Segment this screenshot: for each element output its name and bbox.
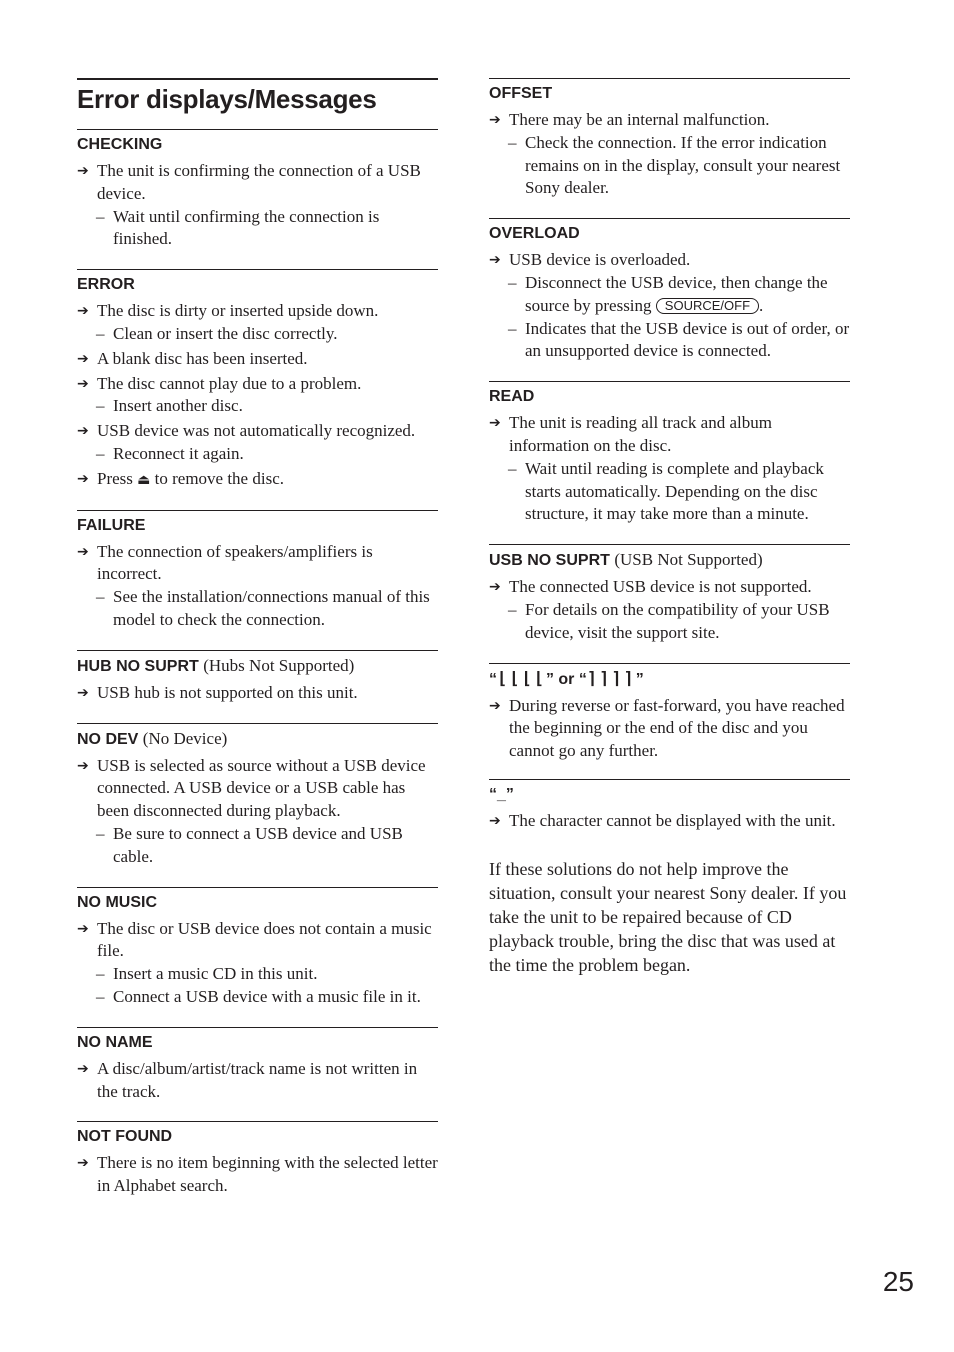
message-group	[77, 541, 438, 632]
section-title	[489, 549, 850, 572]
arrow-icon: ➔	[77, 423, 89, 440]
message-group	[77, 682, 438, 705]
message-item	[77, 541, 438, 587]
arrow-icon: ➔	[77, 350, 89, 367]
arrow-icon: ➔	[489, 112, 501, 128]
remedy-item	[489, 458, 850, 526]
arrow-icon: ➔	[77, 543, 89, 560]
message-item	[77, 755, 438, 823]
section-name: “_”	[489, 785, 514, 803]
item-text: USB device was not automatically recognized.	[97, 421, 416, 441]
item-text: During reverse or fast-forward, you have reached the beginning or the end of the disc and you cannot go any further.	[509, 695, 845, 761]
item-text: USB hub is not supported on this unit.	[97, 682, 358, 702]
section-title	[77, 134, 438, 156]
remedy-text: Wait until confirming the connection is finished.	[113, 206, 380, 249]
message-item	[77, 682, 438, 705]
section-usb-no-suprt	[489, 544, 850, 662]
message-item	[489, 695, 850, 763]
section-name: OVERLOAD	[489, 225, 580, 243]
item-text: Press	[97, 468, 138, 488]
close-quote: ”	[635, 670, 644, 688]
arrow-icon: ➔	[77, 303, 89, 320]
arrow-icon: ➔	[77, 684, 89, 701]
section-read	[489, 381, 850, 544]
section-title	[489, 784, 850, 806]
section-title	[77, 274, 438, 296]
arrow-icon: ➔	[77, 163, 89, 179]
section-title	[489, 668, 850, 691]
dash-mark: –	[508, 132, 517, 152]
item-text: A disc/album/artist/track name is not written in the track.	[97, 1058, 418, 1101]
section-name: OFFSET	[489, 85, 553, 102]
remedy-item	[77, 323, 438, 346]
page-title: Error displays/Messages	[77, 78, 438, 129]
message-group	[77, 755, 438, 869]
arrow-icon: ➔	[77, 1060, 89, 1077]
remedy-item	[77, 963, 438, 986]
open-quote: “	[489, 670, 497, 688]
section-name: NO DEV	[77, 730, 139, 748]
message-item	[77, 420, 438, 443]
message-item	[77, 1058, 438, 1104]
section-name: ERROR	[77, 276, 135, 294]
dash-mark: –	[96, 323, 105, 343]
section-title	[77, 1126, 438, 1148]
section-subtitle: (USB Not Supported)	[614, 550, 763, 570]
section-title	[77, 655, 438, 678]
remedy-text: Insert another disc.	[113, 396, 243, 416]
closing-paragraph: If these solutions do not help improve the situation, consult your nearest Sony dealer. If you take the unit to be repaired because of CD playback trouble, bring the disc that was used at the time the problem began.	[489, 858, 847, 975]
dash-mark: –	[96, 587, 105, 607]
left-column	[77, 78, 438, 1216]
section-error	[77, 269, 438, 509]
remedy-item	[77, 443, 438, 466]
remedy-text: Clean or insert the disc correctly.	[113, 323, 338, 343]
message-group	[77, 420, 438, 466]
arrow-icon: ➔	[489, 579, 501, 596]
arrow-icon: ➔	[489, 415, 501, 432]
section-subtitle: (No Device)	[142, 728, 228, 748]
item-text: There may be an internal malfunction.	[509, 110, 770, 129]
section-title	[77, 1032, 438, 1054]
source-off-button-icon: SOURCE/OFF	[656, 298, 759, 314]
message-item	[489, 249, 850, 272]
section-failure	[77, 510, 438, 650]
item-text: A blank disc has been inserted.	[97, 348, 308, 368]
item-text: The connection of speakers/amplifiers is incorrect.	[97, 541, 373, 584]
open-quote: “	[578, 670, 587, 688]
message-group	[77, 373, 438, 419]
arrow-icon: ➔	[77, 757, 89, 774]
item-text: The connected USB device is not supported.	[509, 577, 812, 597]
arrow-icon: ➔	[77, 1155, 89, 1172]
remedy-item	[77, 823, 438, 869]
message-item	[77, 300, 438, 323]
segment-glyph-high: ⌉⌉⌉⌉	[586, 668, 636, 689]
section-name: NO NAME	[77, 1033, 153, 1051]
item-text: to remove the disc.	[150, 468, 284, 488]
item-text: USB is selected as source without a USB device connected. A USB device or a USB cable has been disconnected during playback.	[97, 755, 426, 821]
remedy-text: Insert a music CD in this unit.	[113, 964, 318, 984]
remedy-text: Connect a USB device with a music file in it.	[113, 986, 421, 1006]
item-text: There is no item beginning with the selected letter in Alphabet search.	[97, 1153, 438, 1196]
item-text: The disc is dirty or inserted upside down.	[97, 301, 379, 321]
section-offset	[489, 78, 850, 218]
remedy-item	[77, 986, 438, 1009]
remedy-item	[489, 318, 850, 364]
section-no-name	[77, 1027, 438, 1122]
message-group	[489, 576, 850, 644]
arrow-icon: ➔	[77, 375, 89, 392]
close-quote: ”	[545, 670, 554, 688]
section-not-found	[77, 1121, 438, 1216]
section-name: HUB NO SUPRT	[77, 657, 199, 675]
dash-mark: –	[96, 964, 105, 984]
item-text: The disc cannot play due to a problem.	[97, 373, 362, 393]
remedy-text: Disconnect the USB device, then change the source by pressing	[525, 272, 828, 315]
remedy-text: Wait until reading is complete and playback starts automatically. Depending on the disc structure, it may take more than a minute.	[525, 458, 824, 524]
message-item	[77, 373, 438, 396]
remedy-text: Reconnect it again.	[113, 443, 244, 463]
section-name: USB NO SUPRT	[489, 552, 610, 570]
remedy-item	[489, 272, 850, 318]
dash-mark: –	[96, 396, 105, 416]
item-text: The disc or USB device does not contain a music file.	[97, 918, 432, 961]
message-group	[77, 1152, 438, 1198]
item-text: The unit is confirming the connection of a USB device.	[97, 161, 421, 203]
remedy-text: Check the connection. If the error indication remains on in the display, consult your nearest Sony dealer.	[525, 132, 841, 198]
section-title	[489, 386, 850, 408]
section-name: NO MUSIC	[77, 893, 157, 911]
or-text: or	[553, 670, 579, 688]
section-underscore	[489, 779, 850, 849]
message-item	[77, 160, 438, 206]
message-item	[489, 810, 850, 833]
right-sections	[489, 78, 850, 663]
dash-mark: –	[508, 599, 517, 619]
section-title	[77, 728, 438, 751]
remedy-item	[77, 206, 438, 252]
message-group	[77, 918, 438, 1009]
message-group	[77, 348, 438, 371]
remedy-text: For details on the compatibility of your USB device, visit the support site.	[525, 599, 830, 642]
section-checking	[77, 129, 438, 269]
left-sections	[77, 129, 438, 1216]
dash-mark: –	[96, 823, 105, 843]
remedy-item	[77, 586, 438, 632]
dash-mark: –	[508, 458, 517, 478]
message-group	[489, 249, 850, 363]
section-title	[77, 515, 438, 537]
section-title	[489, 223, 850, 245]
arrow-icon: ➔	[489, 812, 501, 829]
message-item	[77, 918, 438, 964]
item-text: The character cannot be displayed with the unit.	[509, 810, 836, 830]
section-name: READ	[489, 388, 535, 406]
message-group	[489, 412, 850, 526]
dash-mark: –	[508, 272, 517, 292]
remedy-text: Be sure to connect a USB device and USB cable.	[113, 823, 403, 866]
section-hub-no-suprt	[77, 650, 438, 723]
section-overload	[489, 218, 850, 381]
message-item	[77, 1152, 438, 1198]
section-no-music	[77, 887, 438, 1027]
segment-glyph-low: ⌊⌊⌊⌊	[497, 668, 546, 689]
arrow-icon: ➔	[77, 470, 89, 487]
message-item	[489, 412, 850, 458]
message-group	[77, 300, 438, 346]
eject-icon: ⏏	[137, 471, 151, 488]
section-name: CHECKING	[77, 136, 163, 153]
dash-mark: –	[96, 206, 105, 226]
message-item	[77, 348, 438, 371]
message-group	[77, 468, 438, 492]
message-group	[77, 1058, 438, 1104]
message-item	[77, 468, 438, 492]
remedy-text: See the installation/connections manual of this model to check the connection.	[113, 587, 430, 629]
message-item	[489, 576, 850, 599]
remedy-text: Indicates that the USB device is out of order, or an unsupported device is connected.	[525, 318, 850, 361]
section-segment-display	[489, 663, 850, 779]
arrow-icon: ➔	[77, 920, 89, 937]
section-name: NOT FOUND	[77, 1128, 173, 1146]
section-title	[489, 83, 850, 105]
dash-mark: –	[96, 986, 105, 1006]
dash-mark: –	[508, 318, 517, 338]
remedy-item	[489, 132, 850, 200]
page-number: 25	[882, 1266, 914, 1297]
message-group	[489, 109, 850, 200]
dash-mark: –	[96, 443, 105, 463]
arrow-icon: ➔	[489, 697, 501, 714]
right-column	[489, 78, 850, 977]
message-item	[489, 109, 850, 132]
section-title	[77, 892, 438, 914]
arrow-icon: ➔	[489, 252, 501, 269]
remedy-item	[489, 599, 850, 645]
section-no-dev	[77, 723, 438, 887]
section-name: FAILURE	[77, 516, 146, 534]
item-text: The unit is reading all track and album information on the disc.	[509, 413, 772, 455]
remedy-item	[77, 395, 438, 418]
remedy-text: .	[759, 295, 764, 315]
section-subtitle: (Hubs Not Supported)	[203, 655, 355, 675]
message-group	[77, 160, 438, 251]
item-text: USB device is overloaded.	[509, 250, 691, 270]
